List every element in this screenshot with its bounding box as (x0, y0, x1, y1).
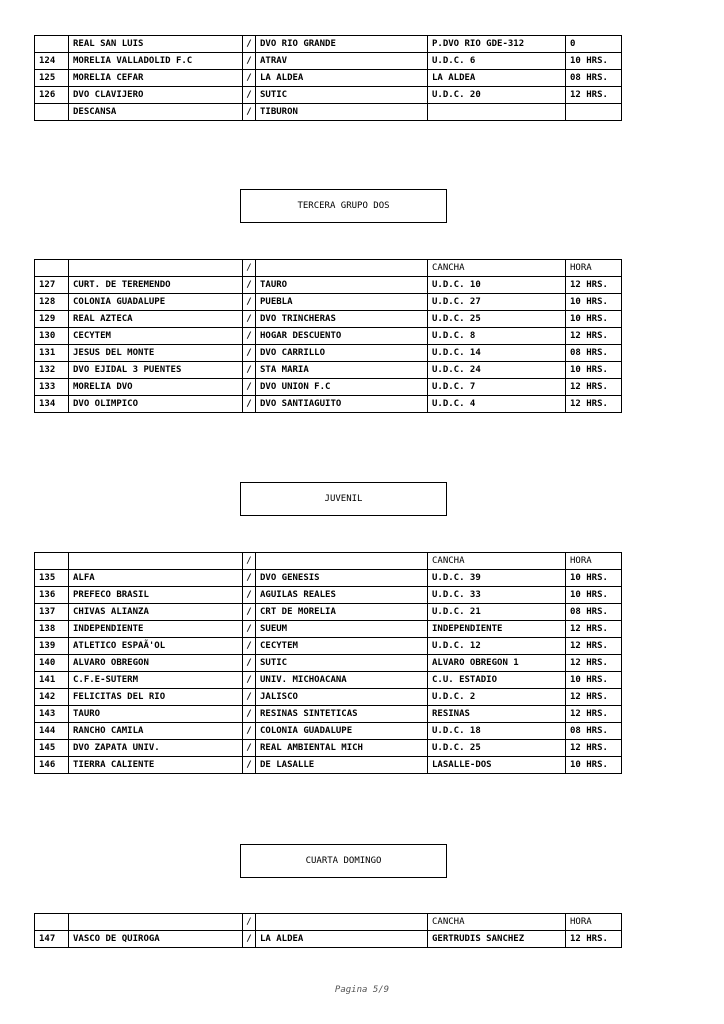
versus-separator: / (243, 723, 256, 740)
match-time: 12 HRS. (566, 689, 622, 706)
versus-separator: / (243, 70, 256, 87)
match-time: 10 HRS. (566, 570, 622, 587)
header-cancha: CANCHA (428, 914, 566, 931)
away-team: CRT DE MORELIA (256, 604, 428, 621)
field-name: U.D.C. 27 (428, 294, 566, 311)
match-time: 0 (566, 36, 622, 53)
home-team: TIERRA CALIENTE (69, 757, 243, 774)
home-team: MORELIA VALLADOLID F.C (69, 53, 243, 70)
match-time: 12 HRS. (566, 638, 622, 655)
table-row (35, 740, 622, 757)
home-team: REAL SAN LUIS (69, 36, 243, 53)
versus-separator: / (243, 379, 256, 396)
header-hora: HORA (566, 260, 622, 277)
field-name: C.U. ESTADIO (428, 672, 566, 689)
section-title: JUVENIL (240, 482, 447, 516)
field-name: RESINAS (428, 706, 566, 723)
home-team: FELICITAS DEL RIO (69, 689, 243, 706)
home-team: DVO ZAPATA UNIV. (69, 740, 243, 757)
fixtures-table (34, 913, 622, 948)
match-time: 12 HRS. (566, 328, 622, 345)
fixtures-table (34, 35, 622, 121)
versus-separator: / (243, 931, 256, 948)
versus-separator: / (243, 362, 256, 379)
match-time: 12 HRS. (566, 740, 622, 757)
header-away (256, 260, 428, 277)
home-team: CECYTEM (69, 328, 243, 345)
versus-separator: / (243, 570, 256, 587)
table-row (35, 638, 622, 655)
away-team: TIBURON (256, 104, 428, 121)
field-name: U.D.C. 14 (428, 345, 566, 362)
home-team: DESCANSA (69, 104, 243, 121)
versus-separator: / (243, 87, 256, 104)
table-row (35, 53, 622, 70)
field-name: U.D.C. 18 (428, 723, 566, 740)
header-separator: / (243, 260, 256, 277)
match-time: 08 HRS. (566, 70, 622, 87)
field-name: U.D.C. 39 (428, 570, 566, 587)
away-team: DVO GENESIS (256, 570, 428, 587)
table-row (35, 311, 622, 328)
table-row (35, 672, 622, 689)
match-time: 10 HRS. (566, 672, 622, 689)
header-hora: HORA (566, 914, 622, 931)
field-name: U.D.C. 6 (428, 53, 566, 70)
page-number: Pagina 5/9 (334, 985, 390, 995)
table-row (35, 621, 622, 638)
match-time: 08 HRS. (566, 723, 622, 740)
field-name: U.D.C. 4 (428, 396, 566, 413)
match-time: 12 HRS. (566, 706, 622, 723)
home-team: ALVARO OBREGON (69, 655, 243, 672)
versus-separator: / (243, 689, 256, 706)
match-time: 08 HRS. (566, 345, 622, 362)
home-team: PREFECO BRASIL (69, 587, 243, 604)
table-row (35, 379, 622, 396)
table-row (35, 70, 622, 87)
match-number: 126 (35, 87, 69, 104)
away-team: CECYTEM (256, 638, 428, 655)
field-name: GERTRUDIS SANCHEZ (428, 931, 566, 948)
match-number (35, 104, 69, 121)
table-row (35, 87, 622, 104)
match-time: 10 HRS. (566, 362, 622, 379)
home-team: MORELIA DVO (69, 379, 243, 396)
table-row (35, 570, 622, 587)
field-name: U.D.C. 20 (428, 87, 566, 104)
match-number: 143 (35, 706, 69, 723)
home-team: INDEPENDIENTE (69, 621, 243, 638)
versus-separator: / (243, 740, 256, 757)
match-time: 12 HRS. (566, 379, 622, 396)
header-number (35, 260, 69, 277)
table-row (35, 345, 622, 362)
table-row (35, 294, 622, 311)
away-team: ATRAV (256, 53, 428, 70)
field-name: U.D.C. 12 (428, 638, 566, 655)
field-name: U.D.C. 21 (428, 604, 566, 621)
match-number: 140 (35, 655, 69, 672)
section-title: TERCERA GRUPO DOS (240, 189, 447, 223)
match-time: 12 HRS. (566, 621, 622, 638)
away-team: SUTIC (256, 87, 428, 104)
match-time: 10 HRS. (566, 294, 622, 311)
match-number: 128 (35, 294, 69, 311)
home-team: DVO EJIDAL 3 PUENTES (69, 362, 243, 379)
match-number: 133 (35, 379, 69, 396)
match-number: 125 (35, 70, 69, 87)
away-team: AGUILAS REALES (256, 587, 428, 604)
field-name: U.D.C. 10 (428, 277, 566, 294)
match-time: 12 HRS. (566, 931, 622, 948)
table-row (35, 689, 622, 706)
match-number: 137 (35, 604, 69, 621)
match-time: 12 HRS. (566, 87, 622, 104)
match-number: 146 (35, 757, 69, 774)
table-row (35, 931, 622, 948)
versus-separator: / (243, 396, 256, 413)
table-header-row (35, 260, 622, 277)
header-separator: / (243, 553, 256, 570)
away-team: UNIV. MICHOACANA (256, 672, 428, 689)
home-team: REAL AZTECA (69, 311, 243, 328)
versus-separator: / (243, 638, 256, 655)
match-number: 136 (35, 587, 69, 604)
versus-separator: / (243, 655, 256, 672)
section-title: CUARTA DOMINGO (240, 844, 447, 878)
match-number: 135 (35, 570, 69, 587)
match-number: 130 (35, 328, 69, 345)
field-name: LASALLE-DOS (428, 757, 566, 774)
versus-separator: / (243, 53, 256, 70)
versus-separator: / (243, 672, 256, 689)
home-team: CURT. DE TEREMENDO (69, 277, 243, 294)
home-team: TAURO (69, 706, 243, 723)
fixtures-table (34, 259, 622, 413)
table-row (35, 604, 622, 621)
away-team: RESINAS SINTETICAS (256, 706, 428, 723)
match-number: 129 (35, 311, 69, 328)
match-time: 10 HRS. (566, 587, 622, 604)
header-hora: HORA (566, 553, 622, 570)
header-home (69, 553, 243, 570)
header-away (256, 553, 428, 570)
home-team: COLONIA GUADALUPE (69, 294, 243, 311)
away-team: REAL AMBIENTAL MICH (256, 740, 428, 757)
field-name: U.D.C. 33 (428, 587, 566, 604)
table-row (35, 723, 622, 740)
versus-separator: / (243, 345, 256, 362)
match-time: 10 HRS. (566, 757, 622, 774)
match-number: 134 (35, 396, 69, 413)
field-name: U.D.C. 25 (428, 311, 566, 328)
field-name: P.DVO RIO GDE-312 (428, 36, 566, 53)
away-team: DVO TRINCHERAS (256, 311, 428, 328)
header-cancha: CANCHA (428, 260, 566, 277)
match-number: 147 (35, 931, 69, 948)
table-row (35, 36, 622, 53)
match-time (566, 104, 622, 121)
away-team: TAURO (256, 277, 428, 294)
away-team: SUTIC (256, 655, 428, 672)
match-time: 12 HRS. (566, 655, 622, 672)
header-home (69, 914, 243, 931)
away-team: STA MARIA (256, 362, 428, 379)
match-number: 141 (35, 672, 69, 689)
table-row (35, 328, 622, 345)
away-team: LA ALDEA (256, 70, 428, 87)
table-header-row (35, 553, 622, 570)
header-away (256, 914, 428, 931)
match-number: 142 (35, 689, 69, 706)
match-time: 08 HRS. (566, 604, 622, 621)
match-number: 145 (35, 740, 69, 757)
table-header-row (35, 914, 622, 931)
home-team: MORELIA CEFAR (69, 70, 243, 87)
versus-separator: / (243, 587, 256, 604)
away-team: DE LASALLE (256, 757, 428, 774)
header-cancha: CANCHA (428, 553, 566, 570)
home-team: DVO CLAVIJERO (69, 87, 243, 104)
match-number: 124 (35, 53, 69, 70)
home-team: ALFA (69, 570, 243, 587)
away-team: SUEUM (256, 621, 428, 638)
away-team: DVO UNION F.C (256, 379, 428, 396)
home-team: ATLETICO ESPAÃ'OL (69, 638, 243, 655)
match-number: 131 (35, 345, 69, 362)
away-team: PUEBLA (256, 294, 428, 311)
home-team: C.F.E-SUTERM (69, 672, 243, 689)
field-name: LA ALDEA (428, 70, 566, 87)
versus-separator: / (243, 757, 256, 774)
versus-separator: / (243, 294, 256, 311)
header-number (35, 553, 69, 570)
match-time: 12 HRS. (566, 277, 622, 294)
match-number: 138 (35, 621, 69, 638)
table-row (35, 396, 622, 413)
table-row (35, 655, 622, 672)
table-row (35, 757, 622, 774)
away-team: JALISCO (256, 689, 428, 706)
match-number (35, 36, 69, 53)
table-row (35, 706, 622, 723)
match-time: 10 HRS. (566, 53, 622, 70)
table-row (35, 362, 622, 379)
versus-separator: / (243, 604, 256, 621)
field-name: U.D.C. 25 (428, 740, 566, 757)
field-name: U.D.C. 2 (428, 689, 566, 706)
away-team: DVO SANTIAGUITO (256, 396, 428, 413)
versus-separator: / (243, 36, 256, 53)
field-name: U.D.C. 24 (428, 362, 566, 379)
table-row (35, 587, 622, 604)
home-team: VASCO DE QUIROGA (69, 931, 243, 948)
home-team: DVO OLIMPICO (69, 396, 243, 413)
match-number: 139 (35, 638, 69, 655)
match-number: 127 (35, 277, 69, 294)
away-team: COLONIA GUADALUPE (256, 723, 428, 740)
field-name (428, 104, 566, 121)
field-name: U.D.C. 7 (428, 379, 566, 396)
header-number (35, 914, 69, 931)
away-team: HOGAR DESCUENTO (256, 328, 428, 345)
field-name: ALVARO OBREGON 1 (428, 655, 566, 672)
home-team: RANCHO CAMILA (69, 723, 243, 740)
versus-separator: / (243, 277, 256, 294)
match-number: 144 (35, 723, 69, 740)
versus-separator: / (243, 311, 256, 328)
away-team: DVO RIO GRANDE (256, 36, 428, 53)
match-time: 10 HRS. (566, 311, 622, 328)
table-row (35, 104, 622, 121)
field-name: U.D.C. 8 (428, 328, 566, 345)
fixtures-table (34, 552, 622, 774)
versus-separator: / (243, 706, 256, 723)
header-home (69, 260, 243, 277)
versus-separator: / (243, 328, 256, 345)
home-team: CHIVAS ALIANZA (69, 604, 243, 621)
versus-separator: / (243, 621, 256, 638)
away-team: DVO CARRILLO (256, 345, 428, 362)
away-team: LA ALDEA (256, 931, 428, 948)
table-row (35, 277, 622, 294)
match-time: 12 HRS. (566, 396, 622, 413)
match-number: 132 (35, 362, 69, 379)
field-name: INDEPENDIENTE (428, 621, 566, 638)
versus-separator: / (243, 104, 256, 121)
header-separator: / (243, 914, 256, 931)
home-team: JESUS DEL MONTE (69, 345, 243, 362)
